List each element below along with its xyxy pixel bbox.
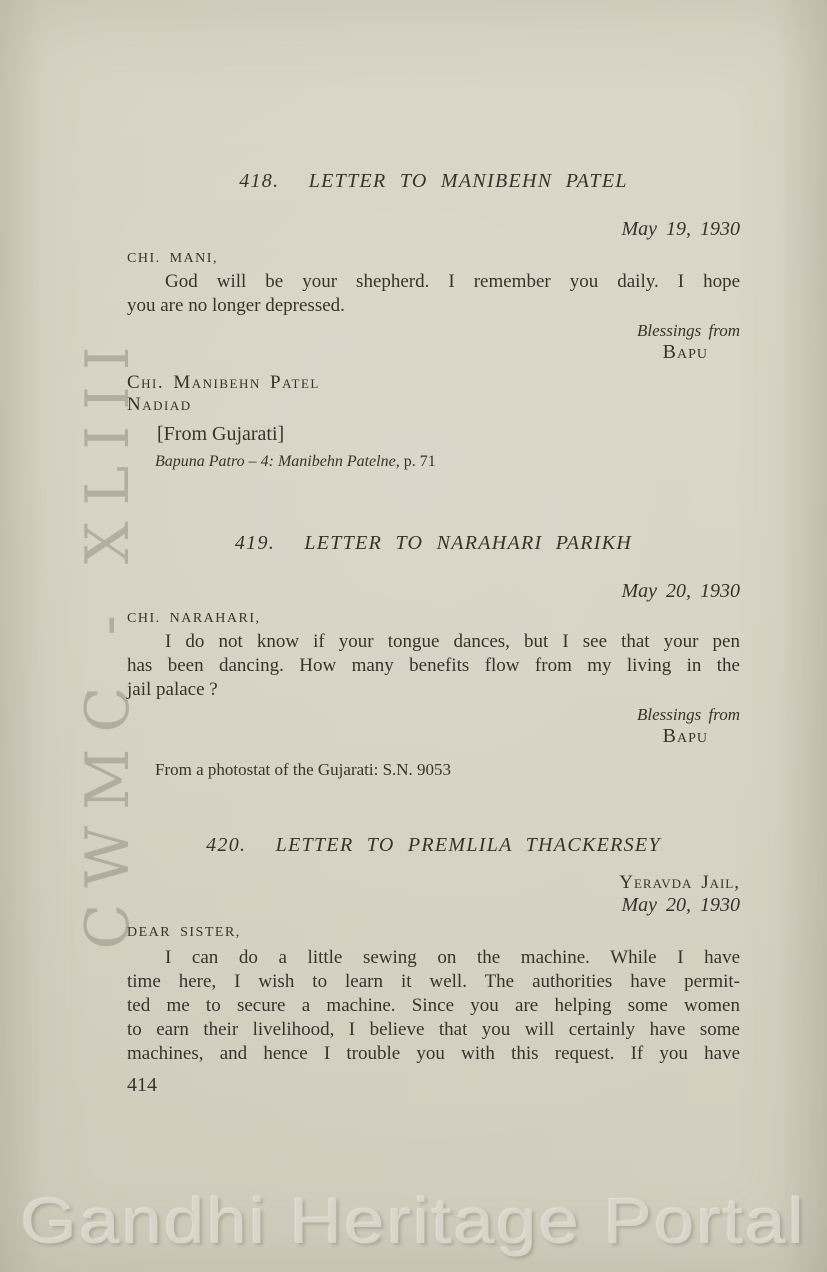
body-line: God will be your shepherd. I remember you daily. I hope	[165, 271, 740, 292]
body-line: I do not know if your tongue dances, but I see that your pen	[165, 631, 740, 652]
letter-title: LETTER TO NARAHARI PARIKH	[304, 532, 633, 554]
portal-watermark: Gandhi Heritage Portal	[20, 1185, 807, 1257]
signature: Bapu	[662, 725, 708, 747]
body-line: has been dancing. How many benefits flow from my living in the	[127, 655, 740, 676]
source-reference: From a photostat of the Gujarati: S.N. 9053	[155, 760, 452, 779]
body-line: you are no longer depressed.	[127, 295, 345, 316]
body-line: jail palace ?	[127, 679, 218, 700]
date-line: May 20, 1930	[621, 580, 740, 602]
letter-body	[127, 946, 740, 1066]
letter-body	[127, 270, 740, 318]
valediction: Blessings from	[637, 321, 740, 340]
salutation: CHI. NARAHARI,	[127, 611, 261, 626]
language-note: [From Gujarati]	[157, 423, 285, 445]
page-column	[127, 0, 740, 1096]
body-line: machines, and hence I trouble you with this request. If you have	[127, 1043, 740, 1064]
letter-420	[127, 780, 740, 1066]
letter-419-heading	[127, 530, 740, 556]
letter-body	[127, 630, 740, 702]
date-line: May 19, 1930	[621, 218, 740, 240]
body-line: ted me to secure a machine. Since you are helping some women	[127, 995, 740, 1016]
page-number: 414	[127, 1074, 157, 1096]
body-line: time here, I wish to learn it well. The authorities have permit-	[127, 971, 740, 992]
signature: Bapu	[662, 341, 708, 363]
letter-418	[127, 0, 740, 472]
address-line: Chi. Manibehn Patel	[127, 372, 320, 393]
source-title: Bapuna Patro – 4: Manibehn Patelne	[155, 453, 396, 470]
place-line: Yeravda Jail,	[619, 872, 740, 893]
source-reference	[127, 452, 740, 472]
salutation: CHI. MANI,	[127, 251, 218, 266]
body-line: I can do a little sewing on the machine. While I have	[165, 947, 740, 968]
letter-418-heading	[127, 168, 740, 194]
source-page: , p. 71	[395, 453, 436, 470]
address-line: Nadiad	[127, 394, 192, 415]
valediction: Blessings from	[637, 705, 740, 724]
letter-title: LETTER TO PREMLILA THACKERSEY	[275, 834, 661, 856]
letter-420-heading	[127, 832, 740, 858]
letter-number: 420.	[206, 834, 247, 856]
letter-title: LETTER TO MANIBEHN PATEL	[308, 170, 628, 192]
body-line: to earn their livelihood, I believe that you will certainly have some	[127, 1019, 740, 1040]
letter-419	[127, 472, 740, 780]
salutation: DEAR SISTER,	[127, 925, 241, 940]
letter-number: 418.	[239, 170, 280, 192]
date-line: May 20, 1930	[621, 894, 740, 916]
letter-number: 419.	[234, 532, 276, 554]
volume-watermark: CWMC - XLIII	[73, 330, 143, 950]
